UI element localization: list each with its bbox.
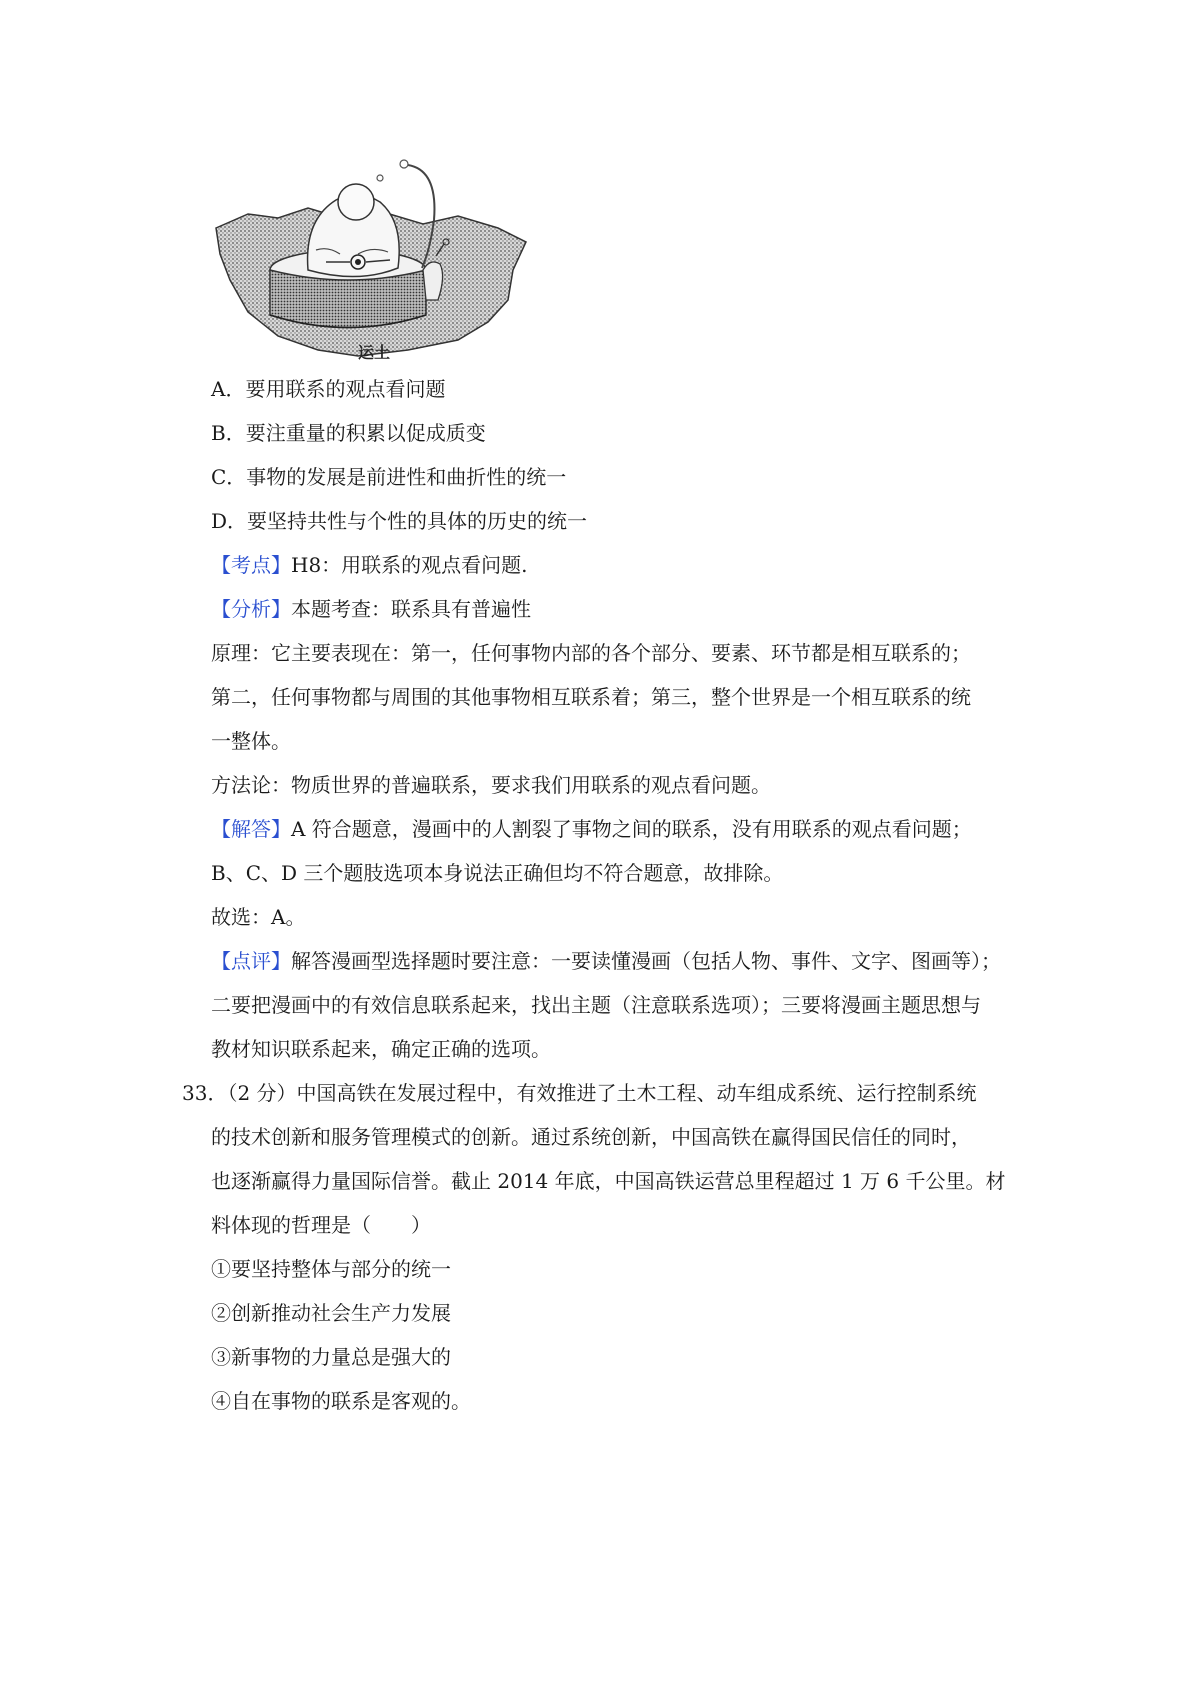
cartoon-figure (208, 150, 538, 385)
yuanli-line-1: 原理：它主要表现在：第一，任何事物内部的各个部分、要素、环节都是相互联系的； (211, 641, 971, 665)
statement-4: ④自在事物的联系是客观的。 (211, 1389, 471, 1413)
jieda-tag: 【解答】 (211, 817, 291, 841)
dianping-line-2: 二要把漫画中的有效信息联系起来，找出主题（注意联系选项）；三要将漫画主题思想与 (211, 993, 981, 1017)
kaodian-text: H8：用联系的观点看问题. (291, 553, 528, 577)
dianping-line-3: 教材知识联系起来，确定正确的选项。 (211, 1037, 551, 1061)
question-33-line-4: 料体现的哲理是（ ） (211, 1213, 431, 1237)
jieda-line (211, 816, 972, 842)
option-d: D．要坚持共性与个性的具体的历史的统一 (211, 509, 588, 533)
option-b: B．要注重量的积累以促成质变 (211, 421, 486, 445)
dianping-text: 解答漫画型选择题时要注意：一要读懂漫画（包括人物、事件、文字、图画等）； (291, 949, 1001, 973)
answer-line: 故选：A。 (211, 905, 306, 929)
jieda-text: A 符合题意，漫画中的人割裂了事物之间的联系，没有用联系的观点看问题； (291, 817, 972, 841)
question-33-line-2: 的技术创新和服务管理模式的创新。通过系统创新，中国高铁在赢得国民信任的同时， (211, 1125, 971, 1149)
dianping-tag: 【点评】 (211, 949, 291, 973)
dianping-line (211, 948, 1001, 974)
statement-1: ①要坚持整体与部分的统一 (211, 1257, 451, 1281)
fenxi-text: 本题考查：联系具有普遍性 (291, 597, 531, 621)
statement-3: ③新事物的力量总是强大的 (211, 1345, 451, 1369)
question-33-line-3: 也逐渐赢得力量国际信誉。截止 2014 年底，中国高铁运营总里程超过 1 万 6 千公里。材 (211, 1169, 1006, 1193)
fenxi-line (211, 596, 531, 622)
cartoon-caption: 运土 (358, 345, 391, 362)
kaodian-line (211, 552, 528, 578)
question-33-line-1: 33．（2 分）中国高铁在发展过程中，有效推进了土木工程、动车组成系统、运行控制系统 (182, 1081, 977, 1105)
fangfalun-line: 方法论：物质世界的普遍联系，要求我们用联系的观点看问题。 (211, 773, 771, 797)
jieda-line-2: B、C、D 三个题肢选项本身说法正确但均不符合题意，故排除。 (211, 861, 784, 885)
statement-2: ②创新推动社会生产力发展 (211, 1301, 451, 1325)
fenxi-tag: 【分析】 (211, 597, 291, 621)
yuanli-line-2: 第二，任何事物都与周围的其他事物相互联系着；第三，整个世界是一个相互联系的统 (211, 685, 971, 709)
option-a: A．要用联系的观点看问题 (211, 377, 446, 401)
yuanli-line-3: 一整体。 (211, 729, 291, 753)
option-c: C．事物的发展是前进性和曲折性的统一 (211, 465, 567, 489)
kaodian-tag: 【考点】 (211, 553, 291, 577)
